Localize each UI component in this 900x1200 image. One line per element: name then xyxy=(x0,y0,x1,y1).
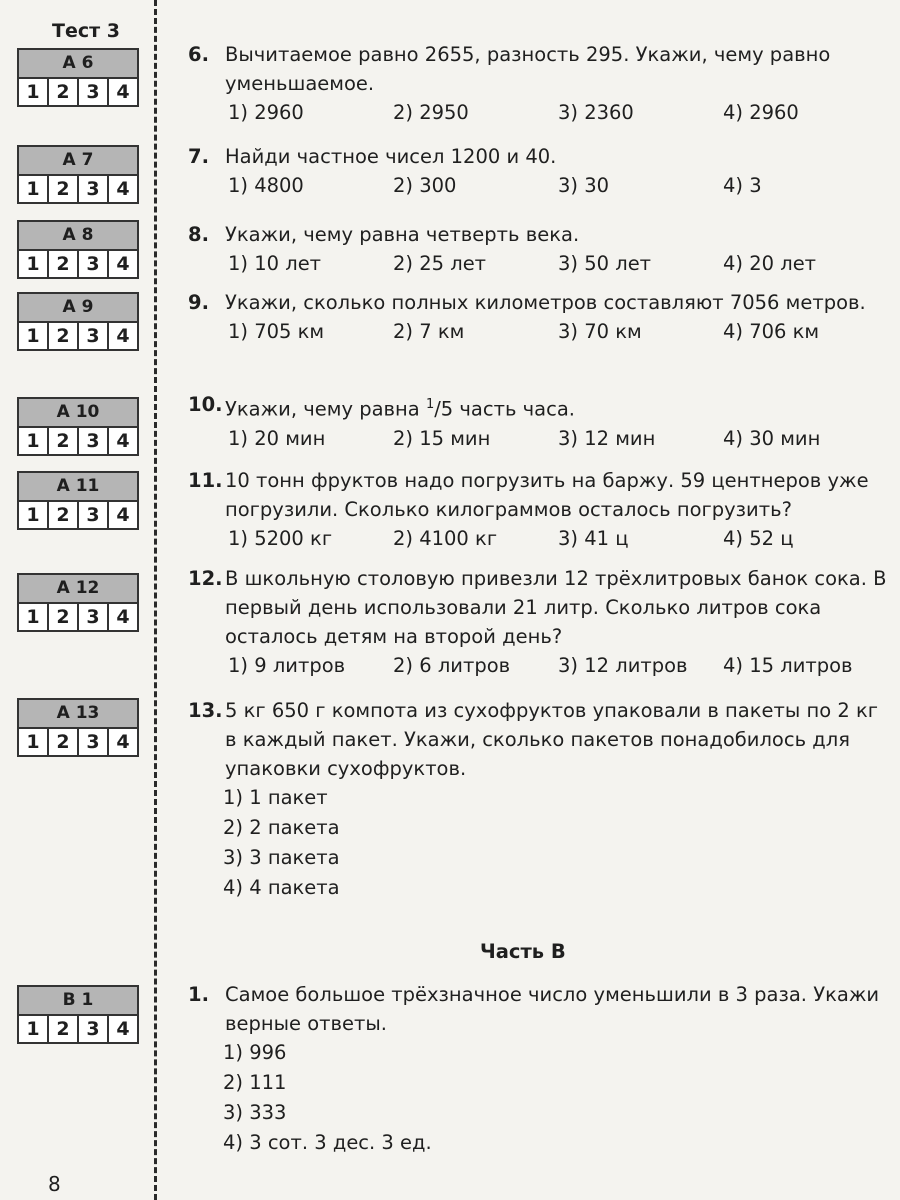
answer-cell-3[interactable]: 3 xyxy=(77,323,107,349)
option-4[interactable]: 4) 20 лет xyxy=(723,252,817,275)
fraction-numerator: 1 xyxy=(425,397,435,412)
answer-options xyxy=(188,98,888,127)
answer-cell-1[interactable]: 1 xyxy=(26,606,40,628)
answer-box-b1 xyxy=(17,985,139,1044)
question-text: 10 тонн фруктов надо погрузить на баржу. 59 центнеров уже погрузили. Сколько килограммов осталось погрузить? xyxy=(225,469,869,521)
answer-cell-4[interactable]: 4 xyxy=(107,176,137,202)
question-text: Найди частное чисел 1200 и 40. xyxy=(225,145,557,168)
question-number: 13. xyxy=(188,699,223,722)
answer-cell-2[interactable]: 2 xyxy=(47,604,77,630)
answer-cell-1[interactable]: 1 xyxy=(26,81,40,103)
question-6 xyxy=(188,40,888,127)
question-text: Вычитаемое равно 2655, разность 295. Укажи, чему равно уменьшаемое. xyxy=(225,43,831,95)
question-text: Укажи, чему равна четверть века. xyxy=(225,223,580,246)
answer-cells xyxy=(17,1014,139,1044)
option-2[interactable]: 2) 6 литров xyxy=(393,654,511,677)
test-title: Тест 3 xyxy=(52,20,120,42)
answer-cell-1[interactable]: 1 xyxy=(26,325,40,347)
answer-cell-1[interactable]: 1 xyxy=(26,731,40,753)
answer-cell-2[interactable]: 2 xyxy=(47,1016,77,1042)
option-4[interactable]: 4) 30 мин xyxy=(723,426,821,450)
answer-cell-1[interactable]: 1 xyxy=(26,430,40,452)
answer-cell-3[interactable]: 3 xyxy=(77,251,107,277)
option-2[interactable]: 2) 15 мин xyxy=(393,426,491,450)
answer-box-label: А 12 xyxy=(17,573,139,602)
question-8 xyxy=(188,220,888,278)
question-text: Самое большое трёхзначное число уменьшили в 3 раза. Укажи верные ответы. xyxy=(225,983,880,1035)
option-3[interactable]: 3) 50 лет xyxy=(558,252,652,275)
answer-box-a6 xyxy=(17,48,139,107)
answer-cells xyxy=(17,727,139,757)
answer-cell-1[interactable]: 1 xyxy=(26,253,40,275)
question-number: 10. xyxy=(188,393,223,416)
option-4[interactable]: 4) 706 км xyxy=(723,320,820,343)
answer-options xyxy=(188,651,888,680)
answer-cell-3[interactable]: 3 xyxy=(77,428,107,454)
answer-options xyxy=(188,171,888,200)
option-1[interactable]: 1) 996 xyxy=(223,1041,287,1064)
answer-cell-3[interactable]: 3 xyxy=(77,176,107,202)
option-1[interactable]: 1) 2960 xyxy=(228,101,304,124)
answer-cell-4[interactable]: 4 xyxy=(107,502,137,528)
answer-cell-2[interactable]: 2 xyxy=(47,323,77,349)
answer-cell-2[interactable]: 2 xyxy=(47,251,77,277)
question-text: Укажи, сколько полных километров составляют 7056 метров. xyxy=(225,291,866,314)
option-1[interactable]: 1) 1 пакет xyxy=(223,786,328,809)
option-2[interactable]: 2) 7 км xyxy=(393,320,465,343)
option-2[interactable]: 2) 2950 xyxy=(393,101,469,124)
option-4[interactable]: 4) 3 xyxy=(723,174,762,197)
option-1[interactable]: 1) 10 лет xyxy=(228,252,322,275)
part-b-title: Часть В xyxy=(480,940,566,963)
answer-cell-2[interactable]: 2 xyxy=(47,428,77,454)
option-1[interactable]: 1) 9 литров xyxy=(228,654,346,677)
answer-cell-4[interactable]: 4 xyxy=(107,604,137,630)
answer-box-label: А 11 xyxy=(17,471,139,500)
answer-cell-4[interactable]: 4 xyxy=(107,251,137,277)
answer-cells xyxy=(17,426,139,456)
answer-cells xyxy=(17,500,139,530)
question-11 xyxy=(188,466,888,553)
option-3[interactable]: 3) 30 xyxy=(558,174,610,197)
question-number: 7. xyxy=(188,145,209,168)
answer-cell-3[interactable]: 3 xyxy=(77,729,107,755)
question-number: 1. xyxy=(188,983,209,1006)
answer-cell-2[interactable]: 2 xyxy=(47,502,77,528)
question-text: Укажи, чему равна xyxy=(225,397,426,421)
answer-cell-4[interactable]: 4 xyxy=(107,729,137,755)
answer-cells xyxy=(17,249,139,279)
page-number: 8 xyxy=(48,1172,61,1196)
answer-cell-2[interactable]: 2 xyxy=(47,176,77,202)
answer-cell-3[interactable]: 3 xyxy=(77,502,107,528)
option-1[interactable]: 1) 5200 кг xyxy=(228,527,333,550)
answer-cells xyxy=(17,602,139,632)
answer-box-a8 xyxy=(17,220,139,279)
answer-cell-3[interactable]: 3 xyxy=(77,79,107,105)
question-number: 11. xyxy=(188,469,223,492)
answer-cell-1[interactable]: 1 xyxy=(26,178,40,200)
answer-box-label: А 13 xyxy=(17,698,139,727)
option-4[interactable]: 4) 2960 xyxy=(723,101,799,124)
answer-box-a12 xyxy=(17,573,139,632)
option-1[interactable]: 1) 4800 xyxy=(228,174,304,197)
option-1[interactable]: 1) 20 мин xyxy=(228,426,326,450)
question-number: 8. xyxy=(188,223,209,246)
answer-box-a10 xyxy=(17,397,139,456)
option-3[interactable]: 3) 12 литров xyxy=(558,654,688,677)
option-2[interactable]: 2) 111 xyxy=(223,1071,287,1094)
question-10 xyxy=(188,390,888,453)
answer-cell-3[interactable]: 3 xyxy=(77,1016,107,1042)
answer-cells xyxy=(17,321,139,351)
answer-box-a13 xyxy=(17,698,139,757)
answer-box-label: В 1 xyxy=(17,985,139,1014)
option-3[interactable]: 3) 3 пакета xyxy=(223,846,340,869)
fraction-denominator: /5 xyxy=(434,397,454,421)
question-text: 5 кг 650 г компота из сухофруктов упаковали в пакеты по 2 кг в каждый пакет. Укажи, сколько пакетов понадобилось для упаковки сухофруктов. xyxy=(225,699,878,780)
answer-box-label: А 9 xyxy=(17,292,139,321)
answer-cell-4[interactable]: 4 xyxy=(107,1016,137,1042)
option-3[interactable]: 3) 333 xyxy=(223,1101,287,1124)
cut-line xyxy=(154,0,157,1200)
question-7 xyxy=(188,142,888,200)
answer-box-a11 xyxy=(17,471,139,530)
answer-cells xyxy=(17,174,139,204)
question-text-end: часть часа. xyxy=(453,397,575,421)
answer-options xyxy=(188,249,888,278)
option-2[interactable]: 2) 300 xyxy=(393,174,457,197)
answer-box-label: А 10 xyxy=(17,397,139,426)
option-4[interactable]: 4) 52 ц xyxy=(723,527,794,550)
answer-box-a9 xyxy=(17,292,139,351)
option-3[interactable]: 3) 12 мин xyxy=(558,426,656,450)
answer-box-a7 xyxy=(17,145,139,204)
answer-cell-4[interactable]: 4 xyxy=(107,323,137,349)
question-number: 12. xyxy=(188,567,223,590)
answer-cell-4[interactable]: 4 xyxy=(107,428,137,454)
question-b1 xyxy=(188,980,888,1158)
option-4[interactable]: 4) 15 литров xyxy=(723,654,853,677)
question-12 xyxy=(188,564,888,680)
option-3[interactable]: 3) 2360 xyxy=(558,101,634,124)
answer-box-label: А 6 xyxy=(17,48,139,77)
answer-options xyxy=(188,317,888,346)
option-2[interactable]: 2) 2 пакета xyxy=(223,816,340,839)
answer-cell-2[interactable]: 2 xyxy=(47,79,77,105)
answer-cell-3[interactable]: 3 xyxy=(77,604,107,630)
question-text: В школьную столовую привезли 12 трёхлитровых банок сока. В первый день использовали 21 литр. Сколько литров сока осталось детям на второй день? xyxy=(225,567,887,648)
question-13 xyxy=(188,696,888,903)
question-number: 6. xyxy=(188,43,209,66)
option-2[interactable]: 2) 4100 кг xyxy=(393,527,498,550)
question-number: 9. xyxy=(188,291,209,314)
option-3[interactable]: 3) 41 ц xyxy=(558,527,629,550)
answer-cells xyxy=(17,77,139,107)
answer-cell-1[interactable]: 1 xyxy=(26,504,40,526)
answer-box-label: А 7 xyxy=(17,145,139,174)
answer-options xyxy=(188,524,888,553)
answer-cell-1[interactable]: 1 xyxy=(26,1018,40,1040)
question-9 xyxy=(188,288,888,346)
answer-options xyxy=(188,424,888,453)
option-3[interactable]: 3) 70 км xyxy=(558,320,642,343)
answer-cell-4[interactable]: 4 xyxy=(107,79,137,105)
option-4[interactable]: 4) 4 пакета xyxy=(223,876,340,899)
option-4[interactable]: 4) 3 сот. 3 дес. 3 ед. xyxy=(223,1131,432,1154)
option-1[interactable]: 1) 705 км xyxy=(228,320,325,343)
option-2[interactable]: 2) 25 лет xyxy=(393,252,487,275)
answer-cell-2[interactable]: 2 xyxy=(47,729,77,755)
answer-box-label: А 8 xyxy=(17,220,139,249)
